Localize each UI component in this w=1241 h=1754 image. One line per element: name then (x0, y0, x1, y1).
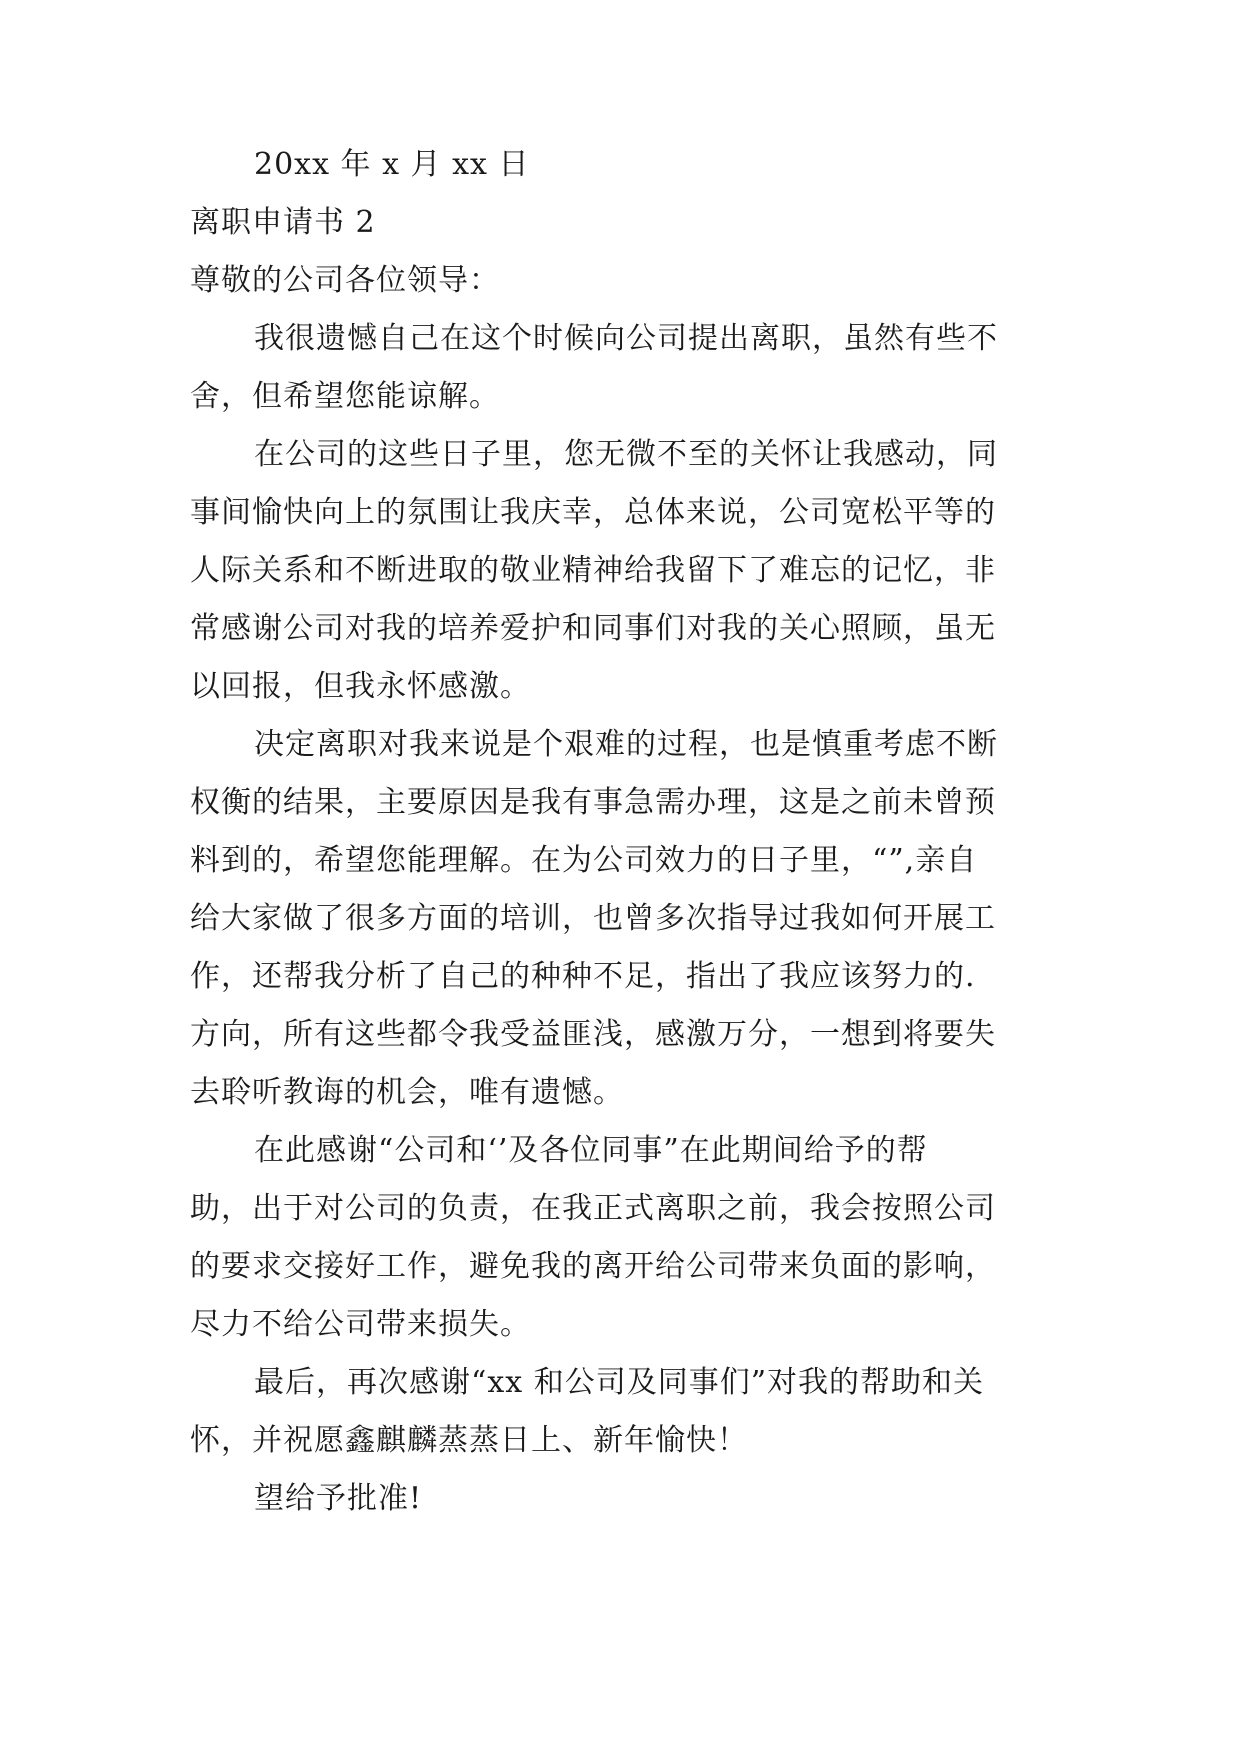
text-line: 的要求交接好工作，避免我的离开给公司带来负面的影响， (190, 1249, 996, 1284)
text-line: 以回报，但我永怀感激。 (190, 669, 531, 704)
text-line: 作，还帮我分析了自己的种种不足，指出了我应该努力的. (190, 959, 976, 994)
text-line: 常感谢公司对我的培养爱护和同事们对我的关心照顾，虽无 (190, 611, 996, 646)
text-line: 怀，并祝愿鑫麒麟蒸蒸日上、新年愉快！ (190, 1423, 748, 1458)
text-line: 权衡的结果，主要原因是我有事急需办理，这是之前未曾预 (190, 785, 996, 820)
text-line: 尽力不给公司带来损失。 (190, 1307, 531, 1342)
text-line: 事间愉快向上的氛围让我庆幸，总体来说，公司宽松平等的 (190, 495, 996, 530)
text-line: 最后，再次感谢“xx 和公司及同事们”对我的帮助和关 (254, 1365, 985, 1400)
text-line: 助，出于对公司的负责，在我正式离职之前，我会按照公司 (190, 1191, 996, 1226)
text-line: 人际关系和不断进取的敬业精神给我留下了难忘的记忆，非 (190, 553, 996, 588)
text-line: 我很遗憾自己在这个时候向公司提出离职，虽然有些不 (254, 321, 998, 356)
text-line: 方向，所有这些都令我受益匪浅，感激万分，一想到将要失 (190, 1017, 996, 1052)
text-line: 在此感谢“公司和‘’及各位同事”在此期间给予的帮 (254, 1133, 928, 1168)
text-line: 去聆听教诲的机会，唯有遗憾。 (190, 1075, 624, 1110)
document-title: 离职申请书 2 (190, 205, 376, 240)
text-line: 料到的，希望您能理解。在为公司效力的日子里，“”,亲自 (190, 843, 978, 878)
text-line: 在公司的这些日子里，您无微不至的关怀让我感动，同 (254, 437, 998, 472)
text-line: 给大家做了很多方面的培训，也曾多次指导过我如何开展工 (190, 901, 996, 936)
closing-line: 望给予批准! (254, 1481, 423, 1516)
date-line: 20xx 年 x 月 xx 日 (254, 147, 530, 182)
text-line: 决定离职对我来说是个艰难的过程，也是慎重考虑不断 (254, 727, 998, 762)
text-line: 舍，但希望您能谅解。 (190, 379, 500, 414)
salutation: 尊敬的公司各位领导： (190, 263, 500, 298)
